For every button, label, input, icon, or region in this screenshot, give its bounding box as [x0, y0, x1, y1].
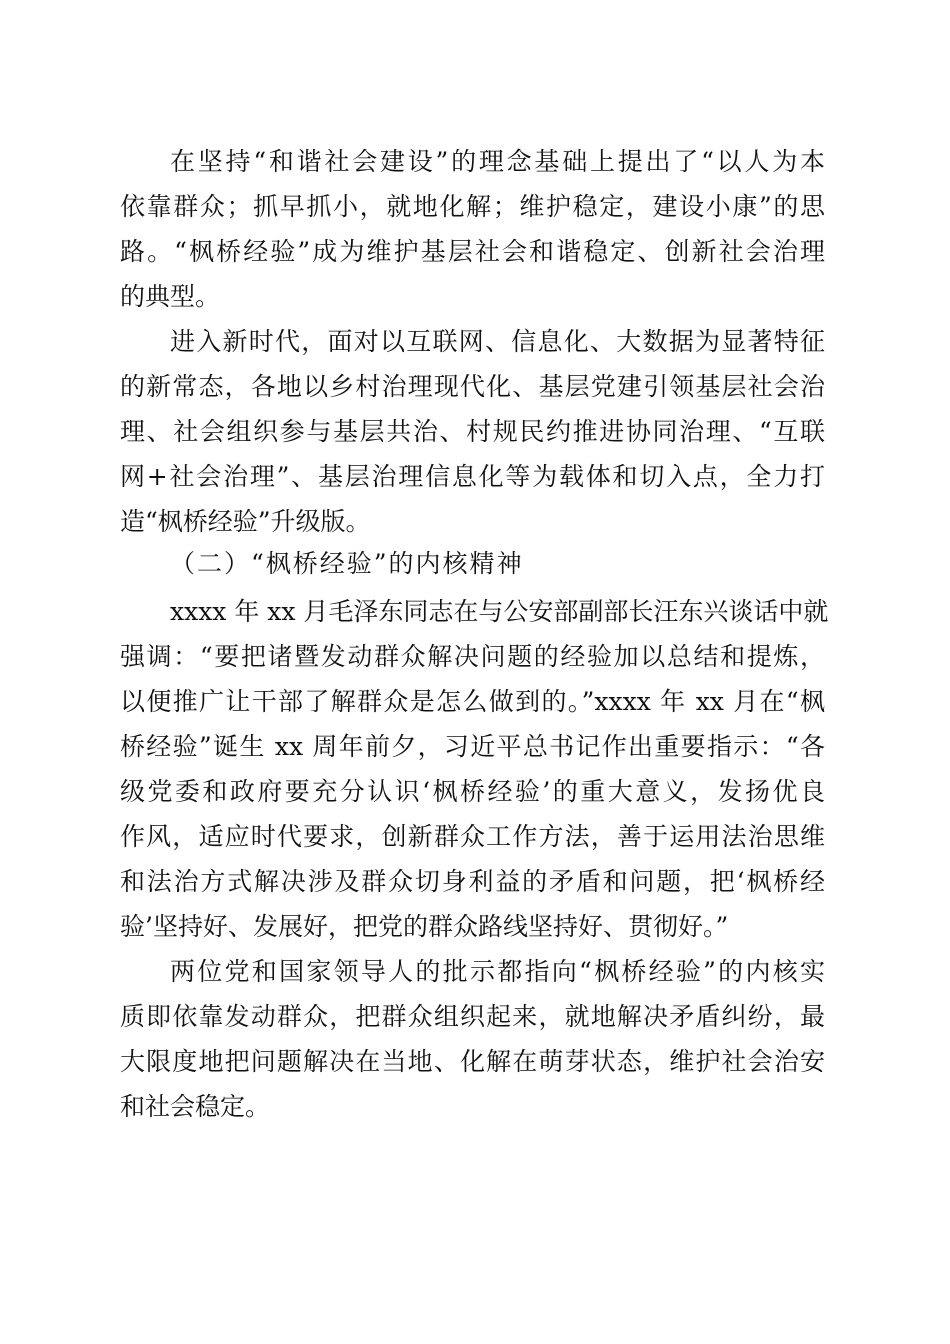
paragraph-1-line-1: 在坚持“和谐社会建设”的理念基础上提出了“以人为本 [170, 147, 825, 176]
paragraph-3-line-1: xxxx 年 xx 月毛泽东同志在与公安部副部长汪东兴谈话中就 [170, 597, 829, 626]
section-heading: （二）“枫桥经验”的内核精神 [170, 549, 524, 578]
paragraph-3-line-6: 作风，适应时代要求，创新群众工作方法，善于运用法治思维 [120, 822, 825, 851]
paragraph-3-line-2: 强调：“要把诸暨发动群众解决问题的经验加以总结和提炼， [120, 642, 825, 671]
paragraph-3-line-8: 验’坚持好、发展好，把党的群众路线坚持好、贯彻好。” [120, 912, 729, 941]
paragraph-4-line-4: 和社会稳定。 [120, 1092, 271, 1121]
paragraph-3-line-5: 级党委和政府要充分认识‘枫桥经验’的重大意义，发扬优良 [120, 777, 825, 806]
paragraph-3-line-4: 桥经验”诞生 xx 周年前夕，习近平总书记作出重要指示：“各 [120, 732, 825, 761]
paragraph-3-line-3: 以便推广让干部了解群众是怎么做到的。”xxxx 年 xx 月在“枫 [120, 687, 825, 716]
paragraph-4-line-3: 大限度地把问题解决在当地、化解在萌芽状态，维护社会治安 [120, 1047, 825, 1076]
paragraph-2-line-3: 理、社会组织参与基层共治、村规民约推进协同治理、“互联 [120, 417, 825, 446]
paragraph-4-line-2: 质即依靠发动群众，把群众组织起来，就地解决矛盾纠纷，最 [120, 1002, 825, 1031]
paragraph-4-line-1: 两位党和国家领导人的批示都指向“枫桥经验”的内核实 [170, 957, 825, 986]
paragraph-1-line-3: 路。“枫桥经验”成为维护基层社会和谐稳定、创新社会治理 [120, 237, 825, 266]
paragraph-3-line-7: 和法治方式解决涉及群众切身利益的矛盾和问题，把‘枫桥经 [120, 867, 825, 896]
paragraph-2-line-4: 网+社会治理”、基层治理信息化等为载体和切入点，全力打 [120, 462, 825, 491]
paragraph-2-line-2: 的新常态，各地以乡村治理现代化、基层党建引领基层社会治 [120, 372, 825, 401]
paragraph-2-line-5: 造“枫桥经验”升级版。 [120, 507, 371, 536]
paragraph-1-line-4: 的典型。 [120, 282, 221, 311]
paragraph-2-line-1: 进入新时代，面对以互联网、信息化、大数据为显著特征 [170, 327, 825, 356]
paragraph-1-line-2: 依靠群众；抓早抓小，就地化解；维护稳定，建设小康”的思 [120, 192, 825, 221]
